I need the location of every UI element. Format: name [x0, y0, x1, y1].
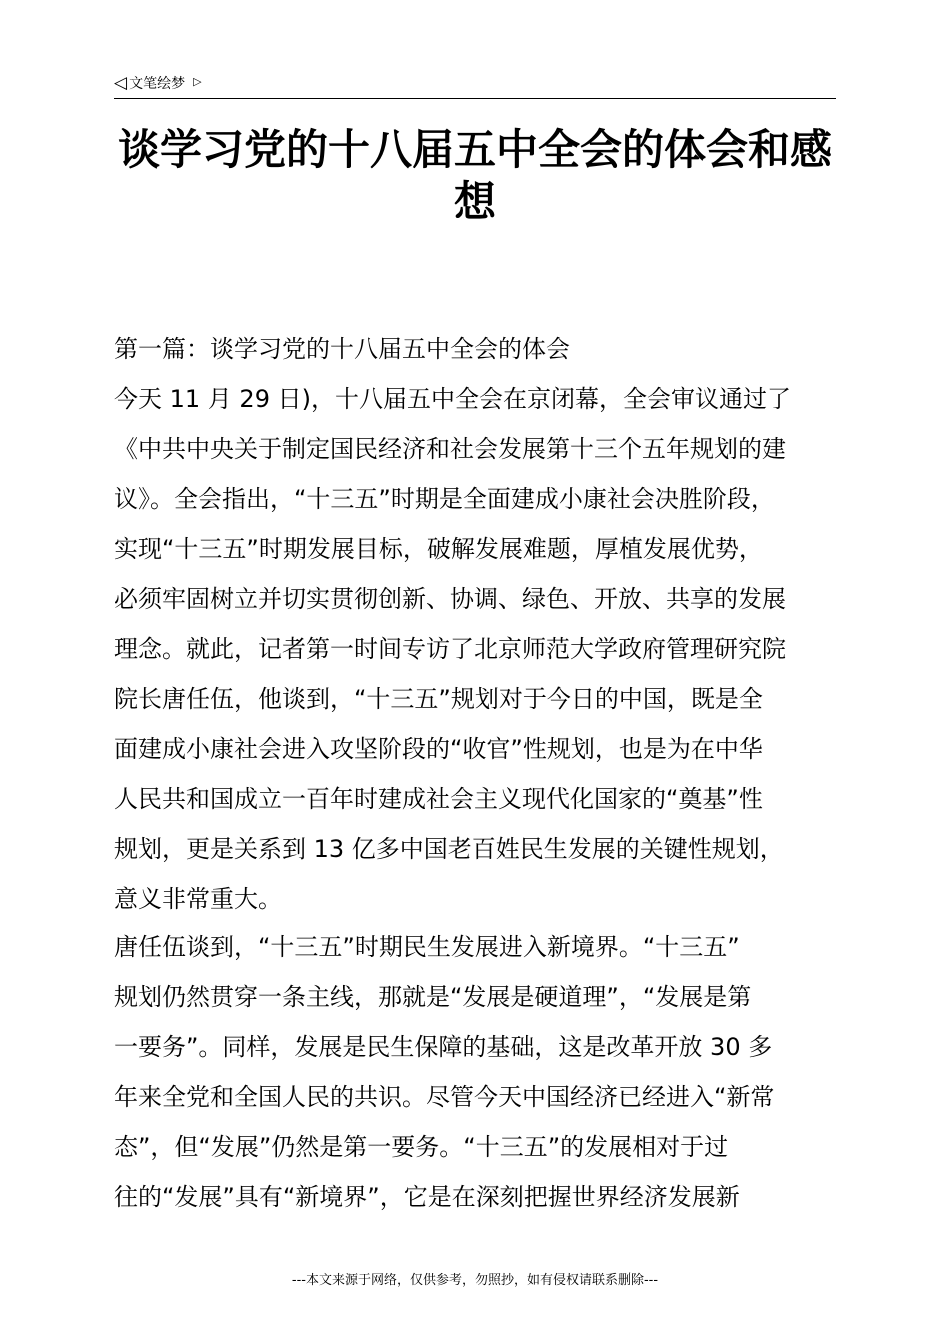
- paragraph-line: 态”，但“发展”仍然是第一要务。“十三五”的发展相对于过: [114, 1133, 729, 1161]
- paragraph-line: 理念。就此，记者第一时间专访了北京师范大学政府管理研究院: [114, 635, 786, 663]
- paragraph-line: 意义非常重大。: [114, 885, 282, 913]
- section-heading: 第一篇：谈学习党的十八届五中全会的体会: [114, 335, 570, 363]
- paragraph-line: 必须牢固树立并切实贯彻创新、协调、绿色、开放、共享的发展: [114, 585, 786, 613]
- triangle-left-icon: ◁: [114, 73, 128, 93]
- paragraph-line: 面建成小康社会进入攻坚阶段的“收官”性规划，也是为在中华: [114, 735, 763, 763]
- title-line-2: 想: [453, 177, 496, 226]
- paragraph-1: [114, 374, 854, 924]
- paragraph-line: 今天 11 月 29 日)，十八届五中全会在京闭幕，全会审议通过了: [114, 385, 791, 413]
- paragraph-line: 议》。全会指出，“十三五”时期是全面建成小康社会决胜阶段，: [114, 485, 775, 513]
- paragraph-line: 一要务”。同样，发展是民生保障的基础，这是改革开放 30 多: [114, 1033, 773, 1061]
- document-title: [100, 124, 850, 228]
- paragraph-line: 院长唐任伍，他谈到，“十三五”规划对于今日的中国，既是全: [114, 685, 763, 713]
- title-line-1: 谈学习党的十八届五中全会的体会和感: [117, 125, 832, 174]
- paragraph-line: 实现“十三五”时期发展目标，破解发展难题，厚植发展优势，: [114, 535, 763, 563]
- page-footer: ---本文来源于网络，仅供参考，勿照抄，如有侵权请联系删除---: [291, 1273, 659, 1288]
- paragraph-line: 规划仍然贯穿一条主线，那就是“发展是硬道理”，“发展是第: [114, 983, 752, 1011]
- header-brand: [114, 74, 202, 94]
- paragraph-2: [114, 922, 854, 1222]
- paragraph-line: 规划，更是关系到 13 亿多中国老百姓民生发展的关键性规划，: [114, 835, 784, 863]
- page-header: [114, 72, 836, 99]
- paragraph-line: 往的“发展”具有“新境界”，它是在深刻把握世界经济发展新: [114, 1183, 740, 1211]
- paragraph-line: 唐任伍谈到，“十三五”时期民生发展进入新境界。“十三五”: [114, 933, 740, 961]
- brand-text: 文笔绘梦: [129, 76, 186, 92]
- triangle-right-icon: ▷: [193, 75, 202, 88]
- paragraph-line: 人民共和国成立一百年时建成社会主义现代化国家的“奠基”性: [114, 785, 763, 813]
- paragraph-line: 年来全党和全国人民的共识。尽管今天中国经济已经进入“新常: [114, 1083, 775, 1111]
- paragraph-line: 《中共中央关于制定国民经济和社会发展第十三个五年规划的建: [114, 435, 786, 463]
